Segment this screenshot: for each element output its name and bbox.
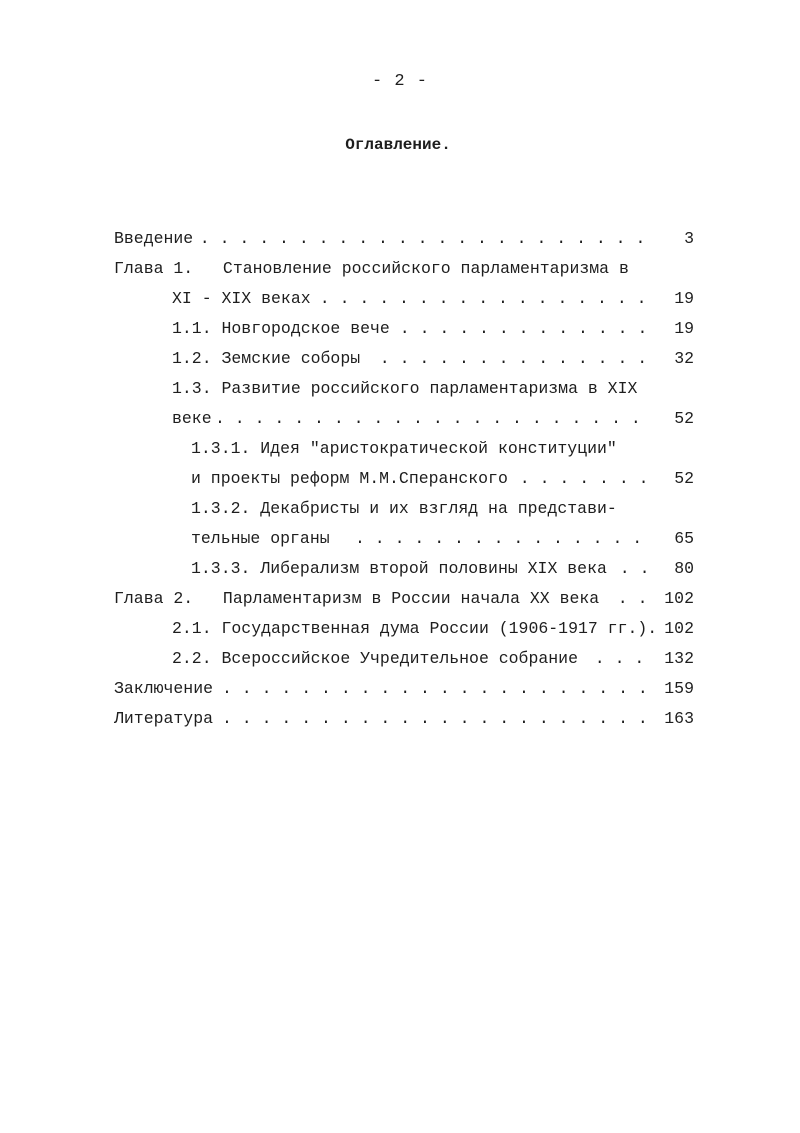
toc-entry-text: 1.3. Развитие российского парламентаризма в XIX — [172, 374, 643, 404]
toc-entry-section-1-1[interactable] — [0, 314, 800, 344]
toc-entry-text: и проекты реформ М.М.Сперанского — [191, 464, 514, 494]
toc-entry-introduction[interactable] — [0, 224, 800, 254]
toc-entry-text: Литература — [114, 704, 219, 734]
toc-entry-text: XI - XIX веках — [172, 284, 317, 314]
toc-entry-text: 2.1. Государственная дума России (1906-1917 гг.). — [172, 614, 663, 644]
toc-entry-text: Глава 2. Парламентаризм в России начала XX века — [114, 584, 605, 614]
toc-entry-page: 159 — [664, 679, 694, 698]
toc-entry-text: тельные органы — [191, 524, 336, 554]
toc-entry-page: 80 — [674, 559, 694, 578]
toc-entry-section-2-1[interactable] — [0, 614, 800, 644]
toc-entry-page: 52 — [674, 469, 694, 488]
toc-entry-chapter-2[interactable] — [0, 584, 800, 614]
toc-entry-text: 1.3.1. Идея "аристократической конституции" — [191, 434, 623, 464]
toc-entry-page: 132 — [664, 649, 694, 668]
toc-entry-section-2-2[interactable] — [0, 644, 800, 674]
toc-entry-text: Глава 1. Становление российского парламентаризма в — [114, 254, 635, 284]
toc-entry-section-1-3-cont[interactable] — [0, 404, 800, 434]
toc-entry-page: 52 — [674, 409, 694, 428]
toc-entry-section-1-3-2[interactable] — [0, 494, 800, 524]
page-number: - 2 - — [371, 72, 428, 91]
toc-title: Оглавление. — [345, 136, 451, 154]
toc-entry-section-1-2[interactable] — [0, 344, 800, 374]
toc-entry-section-1-3-1-cont[interactable] — [0, 464, 800, 494]
toc-entry-text: 2.2. Всероссийское Учредительное собрание — [172, 644, 584, 674]
toc-entry-text: веке — [172, 404, 218, 434]
toc-entry-text: Заключение — [114, 674, 219, 704]
toc-entry-section-1-3-3[interactable] — [0, 554, 800, 584]
toc-entry-text: 1.3.2. Декабристы и их взгляд на представи- — [191, 494, 623, 524]
toc-entry-conclusion[interactable] — [0, 674, 800, 704]
toc-entry-literature[interactable] — [0, 704, 800, 734]
toc-entry-section-1-3-2-cont[interactable] — [0, 524, 800, 554]
toc-entry-page: 102 — [664, 619, 694, 638]
toc-entry-text: 1.3.3. Либерализм второй половины XIX века — [191, 554, 613, 584]
toc-entry-page: 163 — [664, 709, 694, 728]
toc-entry-page: 65 — [674, 529, 694, 548]
toc-entry-section-1-3-1[interactable] — [0, 434, 800, 464]
toc-entry-page: 3 — [684, 229, 694, 248]
toc-entry-text: 1.2. Земские соборы — [172, 344, 366, 374]
toc-entry-page: 19 — [674, 319, 694, 338]
toc-entry-page: 19 — [674, 289, 694, 308]
toc-entry-chapter-1[interactable] — [0, 254, 800, 284]
toc-entry-page: 102 — [664, 589, 694, 608]
toc-entry-chapter-1-cont[interactable] — [0, 284, 800, 314]
toc-entry-text: 1.1. Новгородское вече — [172, 314, 396, 344]
toc-entry-section-1-3[interactable] — [0, 374, 800, 404]
toc-entry-page: 32 — [674, 349, 694, 368]
toc-entry-text: Введение — [114, 224, 199, 254]
